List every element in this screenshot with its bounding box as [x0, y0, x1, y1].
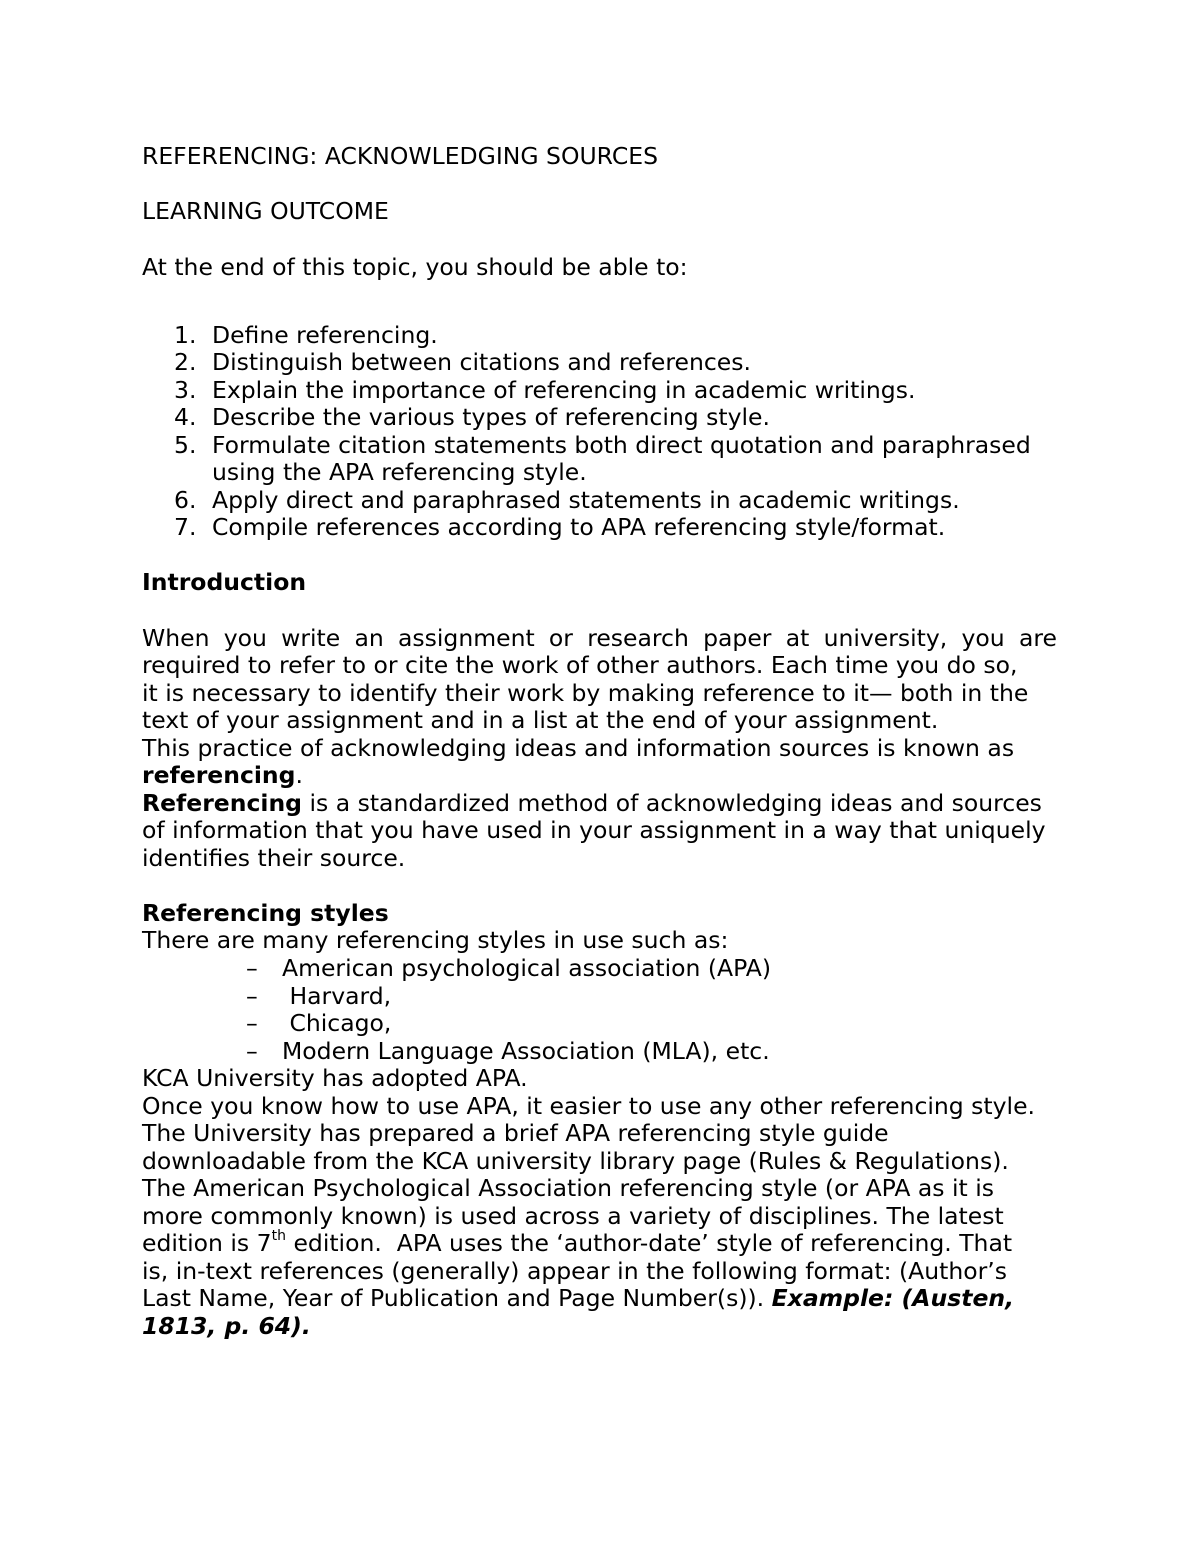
word: paper [703, 624, 772, 652]
dash-bullet: – [246, 1009, 258, 1037]
list-item-number: 4. [174, 403, 197, 431]
dash-bullet: – [246, 1037, 258, 1065]
learning-outcome-heading: LEARNING OUTCOME [142, 197, 389, 225]
word: or [548, 624, 573, 652]
superscript: th [271, 1228, 286, 1245]
styles-lead: There are many referencing styles in use such as: [142, 926, 729, 954]
body-line: KCA University has adopted APA. [142, 1064, 528, 1092]
intro-line [142, 624, 1057, 652]
list-item: Describe the various types of referencing style. [212, 403, 770, 431]
document-title: REFERENCING: ACKNOWLEDGING SOURCES [142, 142, 658, 170]
list-item-number: 7. [174, 513, 197, 541]
edition-text: edition is 7 [142, 1229, 272, 1257]
list-item: Define referencing. [212, 321, 438, 349]
example-line [142, 1284, 1014, 1312]
word: assignment [398, 624, 535, 652]
introduction-heading: Introduction [142, 568, 307, 596]
list-item-number: 5. [174, 431, 197, 459]
word: When [142, 624, 210, 652]
definition-line: of information that you have used in your assignment in a way that uniquely [142, 816, 1046, 844]
list-item: Chicago, [282, 1009, 392, 1037]
list-item: Harvard, [282, 982, 392, 1010]
word: you [961, 624, 1005, 652]
word: at [785, 624, 810, 652]
list-item: Apply direct and paraphrased statements in academic writings. [212, 486, 960, 514]
word: research [587, 624, 689, 652]
example-lead: Last Name, Year of Publication and Page Number(s)). [142, 1284, 772, 1312]
definition-line [142, 789, 1042, 817]
word: write [281, 624, 341, 652]
example-text: Example: (Austen, [771, 1284, 1015, 1312]
justified-line [142, 624, 1057, 652]
list-item-number: 2. [174, 348, 197, 376]
dash-bullet: – [246, 954, 258, 982]
practice-term-line [142, 761, 303, 789]
period: . [295, 761, 303, 789]
list-item-number: 6. [174, 486, 197, 514]
outcomes-lead: At the end of this topic, you should be able to: [142, 253, 688, 281]
word: are [1018, 624, 1057, 652]
intro-line: text of your assignment and in a list at the end of your assignment. [142, 706, 939, 734]
list-item-continuation: using the APA referencing style. [212, 458, 587, 486]
list-item: Distinguish between citations and references. [212, 348, 751, 376]
referencing-styles-heading: Referencing styles [142, 899, 389, 927]
body-line: The American Psychological Association referencing style (or APA as it is [142, 1174, 994, 1202]
body-line: Once you know how to use APA, it easier to use any other referencing style. [142, 1092, 1035, 1120]
definition-text: is a standardized method of acknowledging ideas and sources [302, 789, 1042, 817]
referencing-term: referencing [142, 761, 296, 789]
word: you [223, 624, 267, 652]
practice-line: This practice of acknowledging ideas and information sources is known as [142, 734, 1015, 762]
word: an [354, 624, 384, 652]
body-line: The University has prepared a brief APA referencing style guide [142, 1119, 889, 1147]
definition-line: identifies their source. [142, 844, 406, 872]
list-item: Compile references according to APA referencing style/format. [212, 513, 946, 541]
intro-line: required to refer to or cite the work of other authors. Each time you do so, [142, 651, 1018, 679]
body-line: downloadable from the KCA university library page (Rules & Regulations). [142, 1147, 1009, 1175]
list-item: Modern Language Association (MLA), etc. [282, 1037, 770, 1065]
word: university, [823, 624, 948, 652]
list-item: Explain the importance of referencing in academic writings. [212, 376, 916, 404]
list-item-number: 3. [174, 376, 197, 404]
definition-term: Referencing [142, 789, 302, 817]
list-item: American psychological association (APA) [282, 954, 771, 982]
body-line: more commonly known) is used across a variety of disciplines. The latest [142, 1202, 1004, 1230]
format-line: is, in-text references (generally) appear in the following format: (Author’s [142, 1257, 1008, 1285]
list-item: Formulate citation statements both direct quotation and paraphrased [212, 431, 1031, 459]
edition-line [142, 1229, 1012, 1257]
dash-bullet: – [246, 982, 258, 1010]
list-item-number: 1. [174, 321, 197, 349]
intro-line: it is necessary to identify their work by making reference to it— both in the [142, 679, 1029, 707]
edition-text-rest: edition. APA uses the ‘author-date’ style of referencing. That [285, 1229, 1013, 1257]
example-continuation: 1813, p. 64). [142, 1312, 311, 1340]
